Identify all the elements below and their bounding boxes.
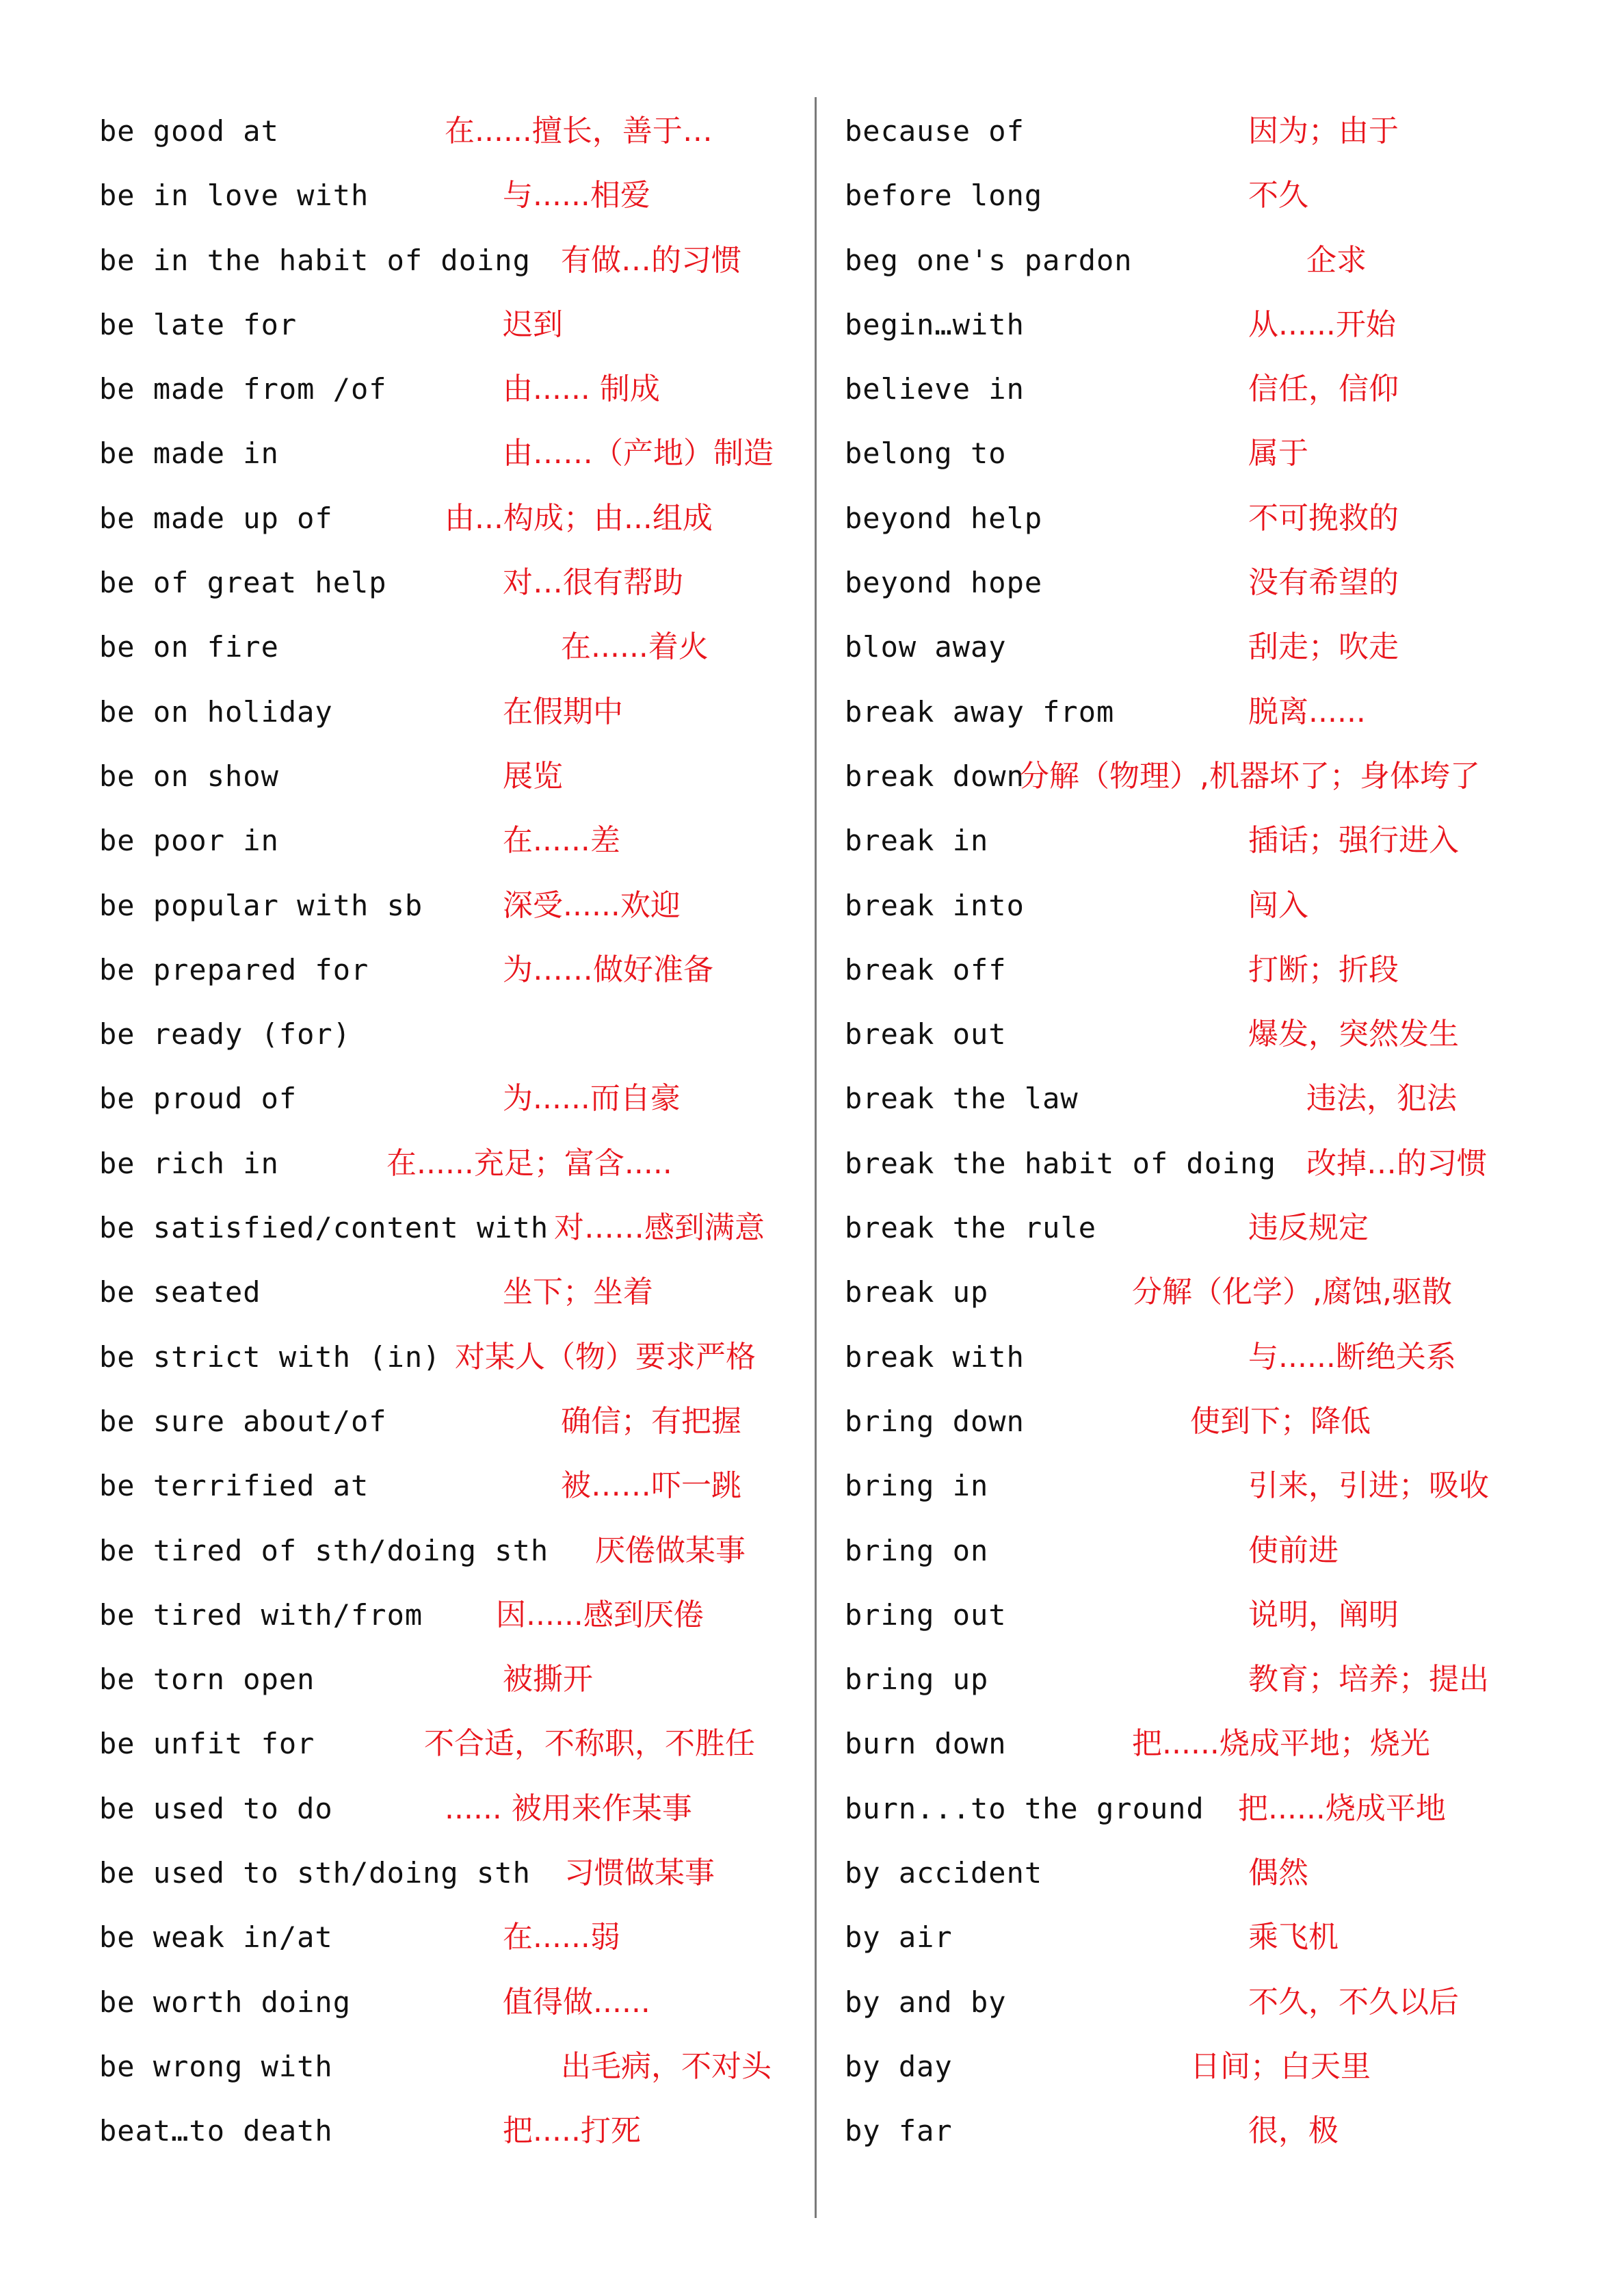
phrase-entry — [845, 874, 1570, 938]
english-phrase: be ready (for) — [99, 1017, 352, 1052]
english-phrase: be weak in/at — [99, 1920, 333, 1955]
phrase-entry — [845, 357, 1570, 421]
phrase-entry — [845, 1454, 1570, 1518]
chinese-translation: 在......弱 — [503, 1920, 620, 1955]
english-phrase: break out — [845, 1017, 1007, 1052]
phrase-entry — [99, 229, 810, 293]
phrase-entry — [99, 809, 810, 873]
chinese-translation: 违法，犯法 — [1306, 1081, 1457, 1117]
chinese-translation: 改掉…的习惯 — [1306, 1145, 1487, 1181]
phrase-entry — [99, 1777, 810, 1841]
phrase-entry — [99, 1260, 810, 1325]
english-phrase: be made up of — [99, 501, 333, 535]
chinese-translation: 为......而自豪 — [503, 1081, 681, 1117]
chinese-translation: 对……感到满意 — [554, 1210, 765, 1246]
chinese-translation: 习惯做某事 — [564, 1855, 715, 1891]
phrase-entry — [845, 421, 1570, 486]
phrase-entry — [99, 1002, 810, 1067]
chinese-translation: 属于 — [1248, 436, 1308, 471]
phrase-entry — [99, 1454, 810, 1518]
english-phrase: be in the habit of doing — [99, 243, 531, 277]
chinese-translation: 出毛病，不对头 — [561, 2048, 772, 2084]
english-phrase: by and by — [845, 1985, 1007, 2019]
chinese-translation: 在......充足；富含..... — [386, 1145, 672, 1181]
english-phrase: be used to do — [99, 1791, 333, 1825]
phrase-entry — [99, 874, 810, 938]
english-phrase: be popular with sb — [99, 888, 423, 922]
chinese-translation: 由...... 制成 — [503, 371, 660, 407]
english-phrase: burn down — [845, 1727, 1007, 1761]
phrase-entry — [99, 551, 810, 615]
english-phrase: be worth doing — [99, 1985, 352, 2019]
chinese-translation: 把.....打死 — [503, 2113, 641, 2149]
chinese-translation: 展览 — [503, 758, 563, 794]
phrase-entry — [99, 1067, 810, 1131]
chinese-translation: 违反规定 — [1248, 1210, 1369, 1246]
phrase-entry — [99, 2099, 810, 2163]
chinese-translation: 使前进 — [1248, 1532, 1339, 1568]
english-phrase: break down — [845, 759, 1025, 793]
chinese-translation: ...... 被用来作某事 — [445, 1790, 692, 1826]
english-phrase: break the habit of doing — [845, 1146, 1276, 1180]
english-phrase: be proud of — [99, 1082, 298, 1116]
chinese-translation: 刮走；吹走 — [1248, 629, 1399, 665]
phrase-entry — [845, 551, 1570, 615]
chinese-translation: 对…很有帮助 — [503, 565, 683, 601]
chinese-translation: 不久 — [1248, 178, 1308, 213]
english-phrase: be tired of sth/doing sth — [99, 1533, 549, 1567]
chinese-translation: 由...构成；由...组成 — [445, 500, 713, 536]
english-phrase: burn...to the ground — [845, 1791, 1204, 1825]
phrase-entry — [845, 1777, 1570, 1841]
chinese-translation: 日间；白天里 — [1190, 2048, 1371, 2084]
english-phrase: be in love with — [99, 179, 369, 213]
chinese-translation: 插话；强行进入 — [1248, 823, 1459, 859]
phrase-entry — [845, 744, 1570, 809]
chinese-translation: 不合适，不称职，不胜任 — [424, 1726, 755, 1762]
phrase-entry — [99, 1712, 810, 1776]
phrase-entry — [99, 744, 810, 809]
phrase-entry — [99, 421, 810, 486]
english-phrase: break up — [845, 1275, 989, 1309]
english-phrase: bring in — [845, 1469, 989, 1503]
english-phrase: beyond hope — [845, 566, 1043, 600]
phrase-entry — [99, 357, 810, 421]
chinese-translation: 很，极 — [1248, 2113, 1339, 2149]
chinese-translation: 企求 — [1306, 242, 1367, 278]
phrase-entry — [845, 1002, 1570, 1067]
chinese-translation: 对某人（物）要求严格 — [455, 1339, 756, 1374]
chinese-translation: 因为；由于 — [1248, 114, 1399, 148]
chinese-translation: 说明，阐明 — [1248, 1597, 1399, 1632]
chinese-translation: 在......着火 — [561, 629, 709, 665]
english-phrase: belong to — [845, 436, 1007, 471]
phrase-entry — [845, 1260, 1570, 1325]
phrase-entry — [845, 1390, 1570, 1454]
phrase-entry — [845, 615, 1570, 679]
phrase-entry — [845, 229, 1570, 293]
phrase-entry — [99, 164, 810, 228]
english-phrase: begin…with — [845, 307, 1025, 341]
phrase-entry — [845, 938, 1570, 1002]
chinese-translation: 不久，不久以后 — [1248, 1984, 1459, 2020]
phrase-entry — [845, 680, 1570, 744]
phrase-entry — [845, 1905, 1570, 1970]
chinese-translation: 深受......欢迎 — [503, 887, 681, 923]
english-phrase: be terrified at — [99, 1469, 369, 1503]
phrase-entry — [99, 1841, 810, 1905]
right-phrase-column — [845, 99, 1570, 2164]
english-phrase: be poor in — [99, 824, 279, 858]
phrase-entry — [845, 1841, 1570, 1905]
phrase-entry — [99, 1325, 810, 1390]
phrase-entry — [845, 486, 1570, 551]
phrase-entry — [845, 164, 1570, 228]
phrase-entry — [845, 1583, 1570, 1647]
phrase-entry — [99, 99, 810, 164]
chinese-translation: 打断；折段 — [1248, 952, 1399, 987]
chinese-translation: 从......开始 — [1248, 306, 1396, 342]
phrase-entry — [99, 1132, 810, 1196]
phrase-entry — [99, 1647, 810, 1712]
english-phrase: be prepared for — [99, 952, 369, 987]
chinese-translation: 为……做好准备 — [503, 952, 713, 987]
english-phrase: bring up — [845, 1662, 989, 1697]
english-phrase: be late for — [99, 307, 298, 341]
chinese-translation: 把......烧成平地；烧光 — [1132, 1726, 1430, 1762]
english-phrase: by day — [845, 2049, 953, 2083]
english-phrase: be seated — [99, 1275, 261, 1309]
english-phrase: be of great help — [99, 566, 387, 600]
phrase-entry — [845, 2099, 1570, 2163]
column-divider — [815, 97, 817, 2218]
chinese-translation: 与......断绝关系 — [1248, 1339, 1456, 1374]
phrase-entry — [845, 2035, 1570, 2099]
chinese-translation: 被……吓一跳 — [561, 1468, 741, 1504]
english-phrase: be satisfied/content with — [99, 1211, 549, 1245]
chinese-translation: 闯入 — [1248, 887, 1308, 923]
chinese-translation: 使到下；降低 — [1190, 1403, 1371, 1439]
english-phrase: break away from — [845, 694, 1115, 729]
phrase-entry — [845, 1970, 1570, 2035]
chinese-translation: 引来，引进；吸收 — [1248, 1468, 1489, 1504]
english-phrase: be unfit for — [99, 1727, 315, 1761]
english-phrase: break the law — [845, 1082, 1079, 1116]
english-phrase: break into — [845, 888, 1025, 922]
english-phrase: beat…to death — [99, 2114, 333, 2148]
english-phrase: bring out — [845, 1597, 1007, 1632]
chinese-translation: 乘飞机 — [1248, 1920, 1339, 1955]
english-phrase: beg one's pardon — [845, 243, 1133, 277]
chinese-translation: 分解（化学）,腐蚀,驱散 — [1132, 1275, 1452, 1310]
chinese-translation: 教育；培养；提出 — [1248, 1662, 1489, 1697]
english-phrase: be tired with/from — [99, 1597, 423, 1632]
english-phrase: be strict with (in) — [99, 1340, 441, 1374]
chinese-translation: 坐下；坐着 — [503, 1275, 653, 1310]
english-phrase: break with — [845, 1340, 1025, 1374]
english-phrase: bring down — [845, 1404, 1025, 1438]
chinese-translation: 确信；有把握 — [561, 1403, 741, 1439]
chinese-translation: 在......擅长，善于… — [445, 114, 713, 148]
phrase-entry — [99, 1970, 810, 2035]
chinese-translation: 在假期中 — [503, 694, 623, 729]
english-phrase: because of — [845, 114, 1025, 148]
phrase-entry — [845, 1519, 1570, 1583]
phrase-entry — [99, 2035, 810, 2099]
english-phrase: be torn open — [99, 1662, 315, 1697]
english-phrase: be on fire — [99, 630, 279, 664]
phrase-entry — [845, 1067, 1570, 1131]
phrase-entry — [99, 486, 810, 551]
english-phrase: by far — [845, 2114, 953, 2148]
chinese-translation: 把......烧成平地 — [1238, 1790, 1446, 1826]
phrase-entry — [845, 1712, 1570, 1776]
english-phrase: be wrong with — [99, 2049, 333, 2083]
chinese-translation: 不可挽救的 — [1248, 500, 1399, 536]
english-phrase: by accident — [845, 1856, 1043, 1890]
chinese-translation: 由……（产地）制造 — [503, 436, 774, 471]
phrase-entry — [845, 293, 1570, 357]
chinese-translation: 没有希望的 — [1248, 565, 1399, 601]
phrase-entry — [99, 938, 810, 1002]
english-phrase: be rich in — [99, 1146, 279, 1180]
chinese-translation: 厌倦做某事 — [595, 1532, 746, 1568]
chinese-translation: 分解（物理）,机器坏了；身体垮了 — [1019, 758, 1480, 794]
phrase-entry — [99, 1196, 810, 1260]
left-phrase-column — [99, 99, 810, 2164]
english-phrase: be on holiday — [99, 694, 333, 729]
english-phrase: be made from /of — [99, 372, 387, 406]
english-phrase: break the rule — [845, 1211, 1097, 1245]
phrase-entry — [99, 1519, 810, 1583]
phrase-entry — [99, 680, 810, 744]
chinese-translation: 被撕开 — [503, 1662, 593, 1697]
phrase-entry — [845, 1132, 1570, 1196]
chinese-translation: 值得做...... — [503, 1984, 650, 2020]
english-phrase: blow away — [845, 630, 1007, 664]
english-phrase: beyond help — [845, 501, 1043, 535]
english-phrase: believe in — [845, 372, 1025, 406]
phrase-entry — [845, 1196, 1570, 1260]
english-phrase: be used to sth/doing sth — [99, 1856, 531, 1890]
chinese-translation: 在......差 — [503, 823, 620, 859]
phrase-entry — [845, 99, 1570, 164]
chinese-translation: 偶然 — [1248, 1855, 1308, 1891]
english-phrase: be good at — [99, 114, 279, 148]
english-phrase: be made in — [99, 436, 279, 471]
chinese-translation: 脱离...... — [1248, 694, 1366, 729]
english-phrase: be on show — [99, 759, 279, 793]
english-phrase: break in — [845, 824, 989, 858]
chinese-translation: 与......相爱 — [503, 178, 650, 213]
chinese-translation: 有做…的习惯 — [561, 242, 741, 278]
phrase-entry — [845, 1325, 1570, 1390]
phrase-entry — [99, 615, 810, 679]
english-phrase: break off — [845, 952, 1007, 987]
phrase-entry — [99, 1583, 810, 1647]
english-phrase: bring on — [845, 1533, 989, 1567]
chinese-translation: 因......感到厌倦 — [496, 1597, 704, 1632]
phrase-entry — [845, 809, 1570, 873]
english-phrase: by air — [845, 1920, 953, 1955]
chinese-translation: 爆发，突然发生 — [1248, 1017, 1459, 1052]
english-phrase: before long — [845, 179, 1043, 213]
phrase-entry — [99, 1905, 810, 1970]
english-phrase: be sure about/of — [99, 1404, 387, 1438]
phrase-entry — [99, 293, 810, 357]
phrase-entry — [845, 1647, 1570, 1712]
chinese-translation: 迟到 — [503, 306, 563, 342]
chinese-translation: 信任，信仰 — [1248, 371, 1399, 407]
phrase-entry — [99, 1390, 810, 1454]
